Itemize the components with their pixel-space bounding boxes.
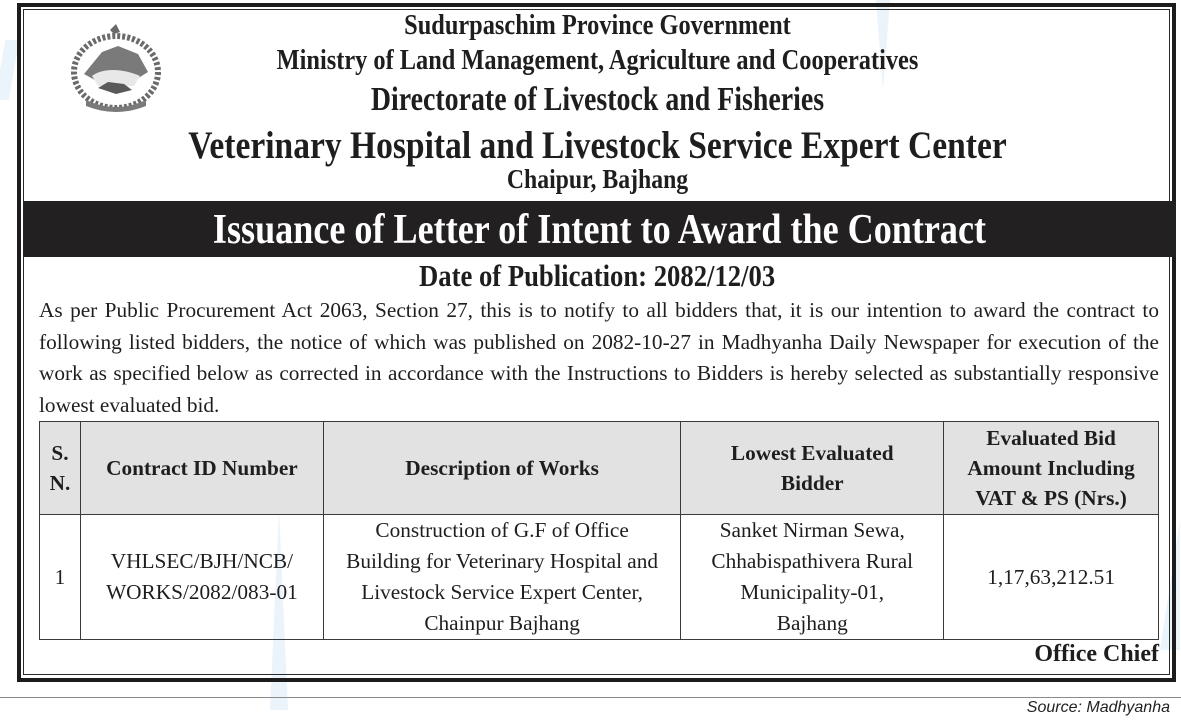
award-table bbox=[39, 421, 1159, 640]
office-location: Chaipur, Bajhang bbox=[506, 164, 689, 194]
header-description: Description of Works bbox=[323, 422, 681, 515]
header-contract-id: Contract ID Number bbox=[80, 422, 323, 515]
cell-bidder: Sanket Nirman Sewa, Chhabispathivera Rural Municipality-01, Bajhang bbox=[681, 515, 944, 640]
notice-paragraph: As per Public Procurement Act 2063, Section 27, this is to notify to all bidders that, it is our intention to award the contract to following listed bidders, the notice of which was published on 2082-10-27 in Madhyanha Daily Newspaper for execution of the work as specified below as corrected in accordance with the Instructions to Bidders is hereby selected as substantially responsive lowest evaluated bid. bbox=[39, 298, 1159, 417]
office-name-heading: Veterinary Hospital and Livestock Service Expert Center bbox=[188, 124, 1007, 167]
province-government-heading: Sudurpaschim Province Government bbox=[404, 10, 791, 41]
table-row bbox=[40, 515, 1159, 640]
cell-contract-id: VHLSEC/BJH/NCB/ WORKS/2082/083-01 bbox=[80, 515, 323, 640]
cell-amount: 1,17,63,212.51 bbox=[944, 515, 1159, 640]
publication-date-text: Date of Publication: 2082/12/03 bbox=[419, 258, 776, 293]
notice-title: Issuance of Letter of Intent to Award the Contract bbox=[212, 207, 987, 253]
signoff-office-chief: Office Chief bbox=[1034, 641, 1159, 667]
cell-description: Construction of G.F of Office Building for Veterinary Hospital and Livestock Service Expert Center, Chainpur Bajhang bbox=[323, 515, 681, 640]
notice-body bbox=[39, 295, 1159, 421]
publication-date bbox=[25, 258, 1170, 294]
notice-title-banner bbox=[23, 201, 1176, 257]
header-amount: Evaluated Bid Amount Including VAT & PS (Nrs.) bbox=[944, 422, 1159, 515]
table-header-row bbox=[40, 422, 1159, 515]
ministry-heading: Ministry of Land Management, Agriculture and Cooperatives bbox=[276, 45, 919, 76]
footer-divider bbox=[0, 697, 1181, 698]
header-bidder: Lowest Evaluated Bidder bbox=[681, 422, 944, 515]
source-credit: Source: Madhyanha bbox=[1026, 699, 1170, 716]
cell-sn: 1 bbox=[40, 515, 81, 640]
header-sn: S. N. bbox=[40, 422, 81, 515]
directorate-heading: Directorate of Livestock and Fisheries bbox=[370, 81, 825, 118]
